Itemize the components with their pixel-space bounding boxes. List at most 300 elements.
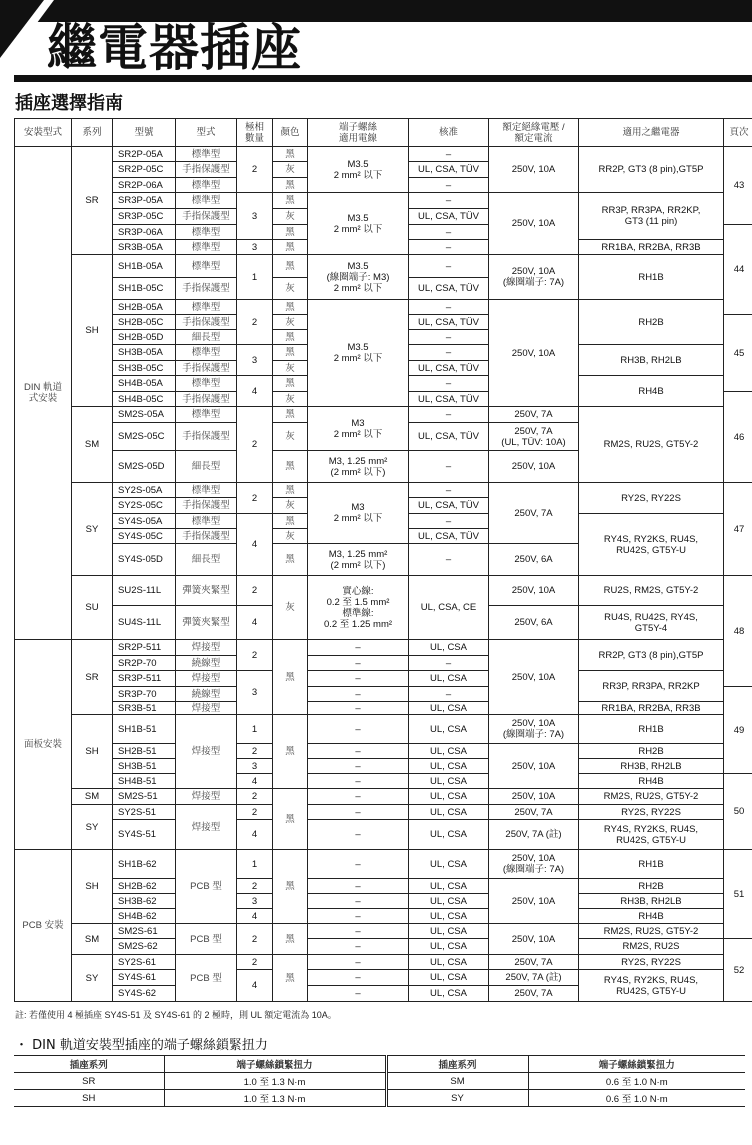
cell-approval: – bbox=[409, 147, 489, 162]
cell-applicable-relay: RH1B bbox=[579, 850, 724, 879]
cell-applicable-relay: RH2B bbox=[579, 879, 724, 894]
cell-model: SR2P-06A bbox=[113, 178, 176, 193]
cell-model: SU2S-11L bbox=[113, 576, 176, 606]
cell-series: SM bbox=[72, 407, 113, 483]
cell-applicable-relay: RH4B bbox=[579, 774, 724, 789]
cell-approval: UL, CSA bbox=[409, 805, 489, 820]
cell-approval: UL, CSA bbox=[409, 774, 489, 789]
cell-rating: 250V, 7A (註) bbox=[489, 970, 579, 986]
cell-page: 45 bbox=[724, 315, 752, 392]
cell-model: SY2S-61 bbox=[113, 955, 176, 970]
cell-approval: UL, CSA, TÜV bbox=[409, 278, 489, 300]
cell-applicable-relay: RR3P, RR3PA, RR2KP, GT3 (11 pin) bbox=[579, 193, 724, 240]
cell-poles: 2 bbox=[237, 576, 273, 606]
cell-approval: UL, CSA, TÜV bbox=[409, 423, 489, 451]
cell-socket-type: 標準型 bbox=[176, 147, 237, 162]
cell-series: SH bbox=[72, 255, 113, 407]
cell-poles: 4 bbox=[237, 606, 273, 640]
cell-approval: UL, CSA bbox=[409, 970, 489, 986]
table-row bbox=[15, 894, 752, 909]
cell-model: SR3B-51 bbox=[113, 702, 176, 715]
cell-model: SR3P-511 bbox=[113, 671, 176, 687]
cell-approval: UL, CSA, CE bbox=[409, 576, 489, 640]
table-row bbox=[15, 909, 752, 924]
cell-applicable-relay: RH4B bbox=[579, 376, 724, 407]
cell-approval: UL, CSA, TÜV bbox=[409, 529, 489, 544]
cell-approval: UL, CSA bbox=[409, 909, 489, 924]
cell-poles: 4 bbox=[237, 376, 273, 407]
torque-header-value: 端子螺絲鎖緊扭力 bbox=[528, 1056, 745, 1073]
cell-rating: 250V, 7A bbox=[489, 483, 579, 544]
cell-color: 黑 bbox=[273, 300, 308, 315]
cell-color: 灰 bbox=[273, 361, 308, 376]
cell-model: SH2B-51 bbox=[113, 744, 176, 759]
column-header-socket-type: 型式 bbox=[176, 119, 237, 147]
cell-rating: 250V, 7A (註) bbox=[489, 820, 579, 850]
column-header-model: 型號 bbox=[113, 119, 176, 147]
table-row bbox=[15, 702, 752, 715]
cell-socket-type: 標準型 bbox=[176, 407, 237, 423]
cell-color: 灰 bbox=[273, 392, 308, 407]
cell-model: SM2S-05C bbox=[113, 423, 176, 451]
table-row bbox=[15, 640, 752, 656]
table-row bbox=[15, 744, 752, 759]
cell-socket-type: 手指保護型 bbox=[176, 529, 237, 544]
cell-socket-type: PCB 型 bbox=[176, 924, 237, 955]
cell-applicable-relay: RH4B bbox=[579, 909, 724, 924]
cell-approval: – bbox=[409, 330, 489, 345]
cell-terminal-screw: – bbox=[308, 744, 409, 759]
cell-model: SM2S-62 bbox=[113, 939, 176, 955]
column-header-series: 系列 bbox=[72, 119, 113, 147]
cell-poles: 3 bbox=[237, 240, 273, 255]
table-row bbox=[15, 193, 752, 209]
cell-model: SH2B-05D bbox=[113, 330, 176, 345]
cell-approval: UL, CSA, TÜV bbox=[409, 392, 489, 407]
cell-applicable-relay: RH3B, RH2LB bbox=[579, 894, 724, 909]
cell-rating: 250V, 10A bbox=[489, 193, 579, 255]
cell-color: 黑 bbox=[273, 178, 308, 193]
cell-terminal-screw: – bbox=[308, 986, 409, 1002]
cell-model: SR3P-06A bbox=[113, 225, 176, 240]
cell-terminal-screw: M3.5 2 mm² 以下 bbox=[308, 147, 409, 193]
torque-section-title: ・ DIN 軌道安裝型插座的端子螺絲鎖緊扭力 bbox=[15, 1038, 268, 1053]
table-row bbox=[15, 955, 752, 970]
column-header-terminal-screw: 端子螺絲 適用電線 bbox=[308, 119, 409, 147]
cell-poles: 2 bbox=[237, 879, 273, 894]
cell-socket-type: 標準型 bbox=[176, 514, 237, 529]
cell-rating: 250V, 10A (線圈端子: 7A) bbox=[489, 850, 579, 879]
cell-color: 灰 bbox=[273, 423, 308, 451]
cell-model: SH1B-05A bbox=[113, 255, 176, 278]
cell-poles: 3 bbox=[237, 894, 273, 909]
cell-applicable-relay: RR2P, GT3 (8 pin),GT5P bbox=[579, 147, 724, 193]
cell-color: 黑 bbox=[273, 193, 308, 209]
cell-applicable-relay: RY2S, RY22S bbox=[579, 805, 724, 820]
cell-approval: – bbox=[409, 656, 489, 671]
column-header-color: 顏色 bbox=[273, 119, 308, 147]
table-row bbox=[15, 970, 752, 986]
cell-color: 灰 bbox=[273, 529, 308, 544]
cell-approval: UL, CSA bbox=[409, 955, 489, 970]
column-header-applicable-relay: 適用之繼電器 bbox=[579, 119, 724, 147]
cell-series: SY bbox=[72, 483, 113, 576]
cell-applicable-relay: RH3B, RH2LB bbox=[579, 345, 724, 376]
table-row bbox=[15, 774, 752, 789]
cell-poles: 4 bbox=[237, 970, 273, 1002]
table-row bbox=[15, 407, 752, 423]
cell-approval: UL, CSA bbox=[409, 702, 489, 715]
cell-approval: UL, CSA bbox=[409, 789, 489, 805]
cell-terminal-screw: – bbox=[308, 687, 409, 702]
cell-color: 灰 bbox=[273, 162, 308, 178]
column-header-approval: 核准 bbox=[409, 119, 489, 147]
cell-poles: 2 bbox=[237, 483, 273, 514]
cell-approval: – bbox=[409, 255, 489, 278]
cell-poles: 4 bbox=[237, 774, 273, 789]
cell-mount-type: PCB 安裝 bbox=[15, 850, 72, 1002]
table-header-row bbox=[15, 119, 752, 147]
torque-series: SR bbox=[14, 1073, 164, 1090]
cell-terminal-screw: – bbox=[308, 640, 409, 656]
cell-socket-type: 焊接型 bbox=[176, 789, 237, 805]
cell-socket-type: 繞線型 bbox=[176, 656, 237, 671]
cell-poles: 1 bbox=[237, 715, 273, 744]
cell-socket-type: 標準型 bbox=[176, 193, 237, 209]
torque-value: 1.0 至 1.3 N·m bbox=[164, 1090, 386, 1107]
cell-socket-type: 細長型 bbox=[176, 451, 237, 483]
cell-color: 黑 bbox=[273, 255, 308, 278]
cell-approval: UL, CSA bbox=[409, 744, 489, 759]
cell-color: 灰 bbox=[273, 278, 308, 300]
column-header-mount-type: 安裝型式 bbox=[15, 119, 72, 147]
cell-page: 43 bbox=[724, 147, 752, 225]
cell-color: 灰 bbox=[273, 315, 308, 330]
cell-terminal-screw: – bbox=[308, 879, 409, 894]
cell-socket-type: 標準型 bbox=[176, 178, 237, 193]
cell-model: SH3B-51 bbox=[113, 759, 176, 774]
footnote: 註: 若僅使用 4 極插座 SY4S-51 及 SY4S-61 的 2 極時，則 UL 額定電流為 10A。 bbox=[15, 1010, 337, 1020]
cell-terminal-screw: M3.5 2 mm² 以下 bbox=[308, 300, 409, 407]
cell-poles: 2 bbox=[237, 744, 273, 759]
cell-approval: UL, CSA bbox=[409, 715, 489, 744]
cell-applicable-relay: RM2S, RU2S, GT5Y-2 bbox=[579, 407, 724, 483]
cell-color: 黑 bbox=[273, 330, 308, 345]
cell-poles: 2 bbox=[237, 640, 273, 671]
cell-rating: 250V, 7A bbox=[489, 407, 579, 423]
torque-value: 1.0 至 1.3 N·m bbox=[164, 1073, 386, 1090]
cell-poles: 4 bbox=[237, 820, 273, 850]
cell-model: SH3B-05A bbox=[113, 345, 176, 361]
cell-terminal-screw: – bbox=[308, 774, 409, 789]
cell-model: SM2S-05D bbox=[113, 451, 176, 483]
cell-terminal-screw: – bbox=[308, 939, 409, 955]
cell-terminal-screw: – bbox=[308, 702, 409, 715]
cell-approval: UL, CSA bbox=[409, 939, 489, 955]
table-row bbox=[15, 483, 752, 498]
column-header-poles: 極相 數量 bbox=[237, 119, 273, 147]
torque-series: SY bbox=[386, 1090, 528, 1107]
cell-poles: 2 bbox=[237, 924, 273, 955]
cell-applicable-relay: RY4S, RY2KS, RU4S, RU42S, GT5Y-U bbox=[579, 514, 724, 576]
cell-applicable-relay: RH1B bbox=[579, 255, 724, 300]
column-header-page: 頁次 bbox=[724, 119, 752, 147]
cell-color: 黑 bbox=[273, 640, 308, 715]
cell-approval: – bbox=[409, 300, 489, 315]
cell-rating: 250V, 7A bbox=[489, 986, 579, 1002]
table-row bbox=[15, 576, 752, 606]
cell-approval: – bbox=[409, 193, 489, 209]
cell-color: 黑 bbox=[273, 544, 308, 576]
cell-terminal-screw: M3, 1.25 mm² (2 mm² 以下) bbox=[308, 451, 409, 483]
cell-model: SY2S-51 bbox=[113, 805, 176, 820]
cell-series: SH bbox=[72, 715, 113, 789]
cell-approval: – bbox=[409, 225, 489, 240]
cell-model: SH4B-62 bbox=[113, 909, 176, 924]
cell-rating: 250V, 10A bbox=[489, 451, 579, 483]
table-row bbox=[15, 879, 752, 894]
cell-approval: UL, CSA bbox=[409, 894, 489, 909]
cell-page: 51 bbox=[724, 850, 752, 939]
cell-approval: – bbox=[409, 483, 489, 498]
cell-color: 黑 bbox=[273, 240, 308, 255]
cell-model: SH2B-05C bbox=[113, 315, 176, 330]
cell-color: 黑 bbox=[273, 225, 308, 240]
cell-rating: 250V, 10A (線圈端子: 7A) bbox=[489, 255, 579, 300]
cell-mount-type: DIN 軌道 式安裝 bbox=[15, 147, 72, 640]
cell-model: SR2P-511 bbox=[113, 640, 176, 656]
cell-socket-type: 焊接型 bbox=[176, 715, 237, 789]
cell-socket-type: 標準型 bbox=[176, 483, 237, 498]
cell-poles: 1 bbox=[237, 255, 273, 300]
cell-applicable-relay: RU4S, RU42S, RY4S, GT5Y-4 bbox=[579, 606, 724, 640]
cell-model: SH4B-05C bbox=[113, 392, 176, 407]
cell-rating: 250V, 10A bbox=[489, 300, 579, 407]
cell-model: SR3P-70 bbox=[113, 687, 176, 702]
cell-socket-type: 手指保護型 bbox=[176, 162, 237, 178]
cell-rating: 250V, 6A bbox=[489, 544, 579, 576]
cell-approval: – bbox=[409, 687, 489, 702]
cell-color: 黑 bbox=[273, 345, 308, 361]
cell-rating: 250V, 10A bbox=[489, 744, 579, 789]
cell-approval: – bbox=[409, 240, 489, 255]
cell-approval: – bbox=[409, 407, 489, 423]
cell-model: SH4B-51 bbox=[113, 774, 176, 789]
cell-model: SM2S-51 bbox=[113, 789, 176, 805]
cell-page: 50 bbox=[724, 774, 752, 850]
cell-socket-type: 手指保護型 bbox=[176, 315, 237, 330]
cell-terminal-screw: – bbox=[308, 894, 409, 909]
cell-rating: 250V, 10A bbox=[489, 576, 579, 606]
cell-socket-type: 手指保護型 bbox=[176, 498, 237, 514]
cell-terminal-screw: – bbox=[308, 656, 409, 671]
socket-selection-table bbox=[14, 118, 752, 1002]
cell-model: SH1B-05C bbox=[113, 278, 176, 300]
cell-terminal-screw: – bbox=[308, 850, 409, 879]
cell-model: SY2S-05A bbox=[113, 483, 176, 498]
cell-model: SH4B-05A bbox=[113, 376, 176, 392]
cell-model: SR2P-70 bbox=[113, 656, 176, 671]
cell-series: SH bbox=[72, 850, 113, 924]
cell-applicable-relay: RR1BA, RR2BA, RR3B bbox=[579, 240, 724, 255]
table-row bbox=[15, 789, 752, 805]
cell-model: SR2P-05C bbox=[113, 162, 176, 178]
cell-socket-type: 標準型 bbox=[176, 225, 237, 240]
cell-applicable-relay: RR1BA, RR2BA, RR3B bbox=[579, 702, 724, 715]
cell-color: 黑 bbox=[273, 715, 308, 789]
cell-model: SR3P-05A bbox=[113, 193, 176, 209]
cell-terminal-screw: M3.5 (線圈端子: M3) 2 mm² 以下 bbox=[308, 255, 409, 300]
cell-socket-type: 標準型 bbox=[176, 255, 237, 278]
cell-terminal-screw: – bbox=[308, 671, 409, 687]
torque-header-value: 端子螺絲鎖緊扭力 bbox=[164, 1056, 386, 1073]
cell-color: 黑 bbox=[273, 451, 308, 483]
cell-page: 52 bbox=[724, 939, 752, 1002]
cell-page: 49 bbox=[724, 687, 752, 774]
cell-terminal-screw: 實心線: 0.2 至 1.5 mm² 標準線: 0.2 至 1.25 mm² bbox=[308, 576, 409, 640]
cell-model: SR2P-05A bbox=[113, 147, 176, 162]
cell-applicable-relay: RR2P, GT3 (8 pin),GT5P bbox=[579, 640, 724, 671]
cell-socket-type: 標準型 bbox=[176, 376, 237, 392]
cell-color: 黑 bbox=[273, 850, 308, 924]
cell-poles: 4 bbox=[237, 909, 273, 924]
cell-page: 46 bbox=[724, 392, 752, 483]
cell-socket-type: 焊接型 bbox=[176, 671, 237, 687]
cell-rating: 250V, 7A (UL, TÜV: 10A) bbox=[489, 423, 579, 451]
section-title: 插座選擇指南 bbox=[15, 93, 123, 114]
cell-model: SY4S-61 bbox=[113, 970, 176, 986]
table-row bbox=[15, 939, 752, 955]
cell-poles: 3 bbox=[237, 345, 273, 376]
cell-approval: – bbox=[409, 544, 489, 576]
cell-socket-type: 焊接型 bbox=[176, 702, 237, 715]
cell-model: SY4S-05D bbox=[113, 544, 176, 576]
torque-series: SM bbox=[386, 1073, 528, 1090]
cell-rating: 250V, 7A bbox=[489, 805, 579, 820]
table-row bbox=[15, 759, 752, 774]
cell-rating: 250V, 10A (線圈端子: 7A) bbox=[489, 715, 579, 744]
cell-terminal-screw: – bbox=[308, 715, 409, 744]
cell-rating: 250V, 7A bbox=[489, 955, 579, 970]
cell-poles: 2 bbox=[237, 147, 273, 193]
cell-applicable-relay: RY4S, RY2KS, RU4S, RU42S, GT5Y-U bbox=[579, 820, 724, 850]
cell-page: 47 bbox=[724, 483, 752, 576]
table-row bbox=[15, 805, 752, 820]
cell-approval: – bbox=[409, 345, 489, 361]
cell-color: 黑 bbox=[273, 407, 308, 423]
cell-applicable-relay: RH3B, RH2LB bbox=[579, 759, 724, 774]
cell-color: 灰 bbox=[273, 209, 308, 225]
cell-applicable-relay: RH1B bbox=[579, 715, 724, 744]
cell-approval: UL, CSA, TÜV bbox=[409, 361, 489, 376]
cell-poles: 4 bbox=[237, 514, 273, 576]
page-title: 繼電器插座 bbox=[47, 19, 302, 77]
cell-model: SH2B-62 bbox=[113, 879, 176, 894]
cell-socket-type: 標準型 bbox=[176, 345, 237, 361]
cell-applicable-relay: RH2B bbox=[579, 300, 724, 345]
cell-color: 黑 bbox=[273, 483, 308, 498]
cell-applicable-relay: RM2S, RU2S, GT5Y-2 bbox=[579, 789, 724, 805]
cell-applicable-relay: RM2S, RU2S bbox=[579, 939, 724, 955]
cell-socket-type: 手指保護型 bbox=[176, 209, 237, 225]
cell-terminal-screw: – bbox=[308, 820, 409, 850]
table-row bbox=[15, 147, 752, 162]
cell-model: SR3P-05C bbox=[113, 209, 176, 225]
table-row bbox=[15, 300, 752, 315]
cell-color: 灰 bbox=[273, 576, 308, 640]
cell-applicable-relay: RY2S, RY22S bbox=[579, 955, 724, 970]
cell-socket-type: 手指保護型 bbox=[176, 392, 237, 407]
cell-socket-type: 手指保護型 bbox=[176, 423, 237, 451]
cell-model: SH3B-05C bbox=[113, 361, 176, 376]
cell-terminal-screw: – bbox=[308, 970, 409, 986]
cell-series: SM bbox=[72, 924, 113, 955]
cell-color: 黑 bbox=[273, 789, 308, 850]
cell-approval: UL, CSA bbox=[409, 759, 489, 774]
cell-poles: 2 bbox=[237, 300, 273, 345]
cell-page: 44 bbox=[724, 225, 752, 315]
cell-terminal-screw: – bbox=[308, 909, 409, 924]
cell-color: 灰 bbox=[273, 498, 308, 514]
cell-model: SH1B-51 bbox=[113, 715, 176, 744]
cell-socket-type: 繞線型 bbox=[176, 687, 237, 702]
cell-socket-type: PCB 型 bbox=[176, 850, 237, 924]
cell-approval: UL, CSA bbox=[409, 671, 489, 687]
cell-applicable-relay: RH2B bbox=[579, 744, 724, 759]
table-row bbox=[15, 850, 752, 879]
column-header-rating: 額定絕緣電壓 / 額定電流 bbox=[489, 119, 579, 147]
cell-applicable-relay: RR3P, RR3PA, RR2KP bbox=[579, 671, 724, 702]
cell-rating: 250V, 10A bbox=[489, 640, 579, 715]
cell-terminal-screw: M3.5 2 mm² 以下 bbox=[308, 193, 409, 255]
torque-value: 0.6 至 1.0 N·m bbox=[528, 1073, 745, 1090]
cell-rating: 250V, 10A bbox=[489, 924, 579, 955]
torque-header-series: 插座系列 bbox=[14, 1056, 164, 1073]
cell-terminal-screw: – bbox=[308, 759, 409, 774]
cell-socket-type: 焊接型 bbox=[176, 640, 237, 656]
cell-poles: 2 bbox=[237, 805, 273, 820]
cell-socket-type: 細長型 bbox=[176, 330, 237, 345]
cell-socket-type: 焊接型 bbox=[176, 805, 237, 850]
cell-poles: 2 bbox=[237, 407, 273, 483]
cell-color: 黑 bbox=[273, 924, 308, 955]
cell-model: SY4S-62 bbox=[113, 986, 176, 1002]
cell-poles: 3 bbox=[237, 193, 273, 240]
cell-approval: UL, CSA, TÜV bbox=[409, 209, 489, 225]
cell-rating: 250V, 6A bbox=[489, 606, 579, 640]
cell-rating: 250V, 10A bbox=[489, 789, 579, 805]
cell-poles: 2 bbox=[237, 955, 273, 970]
torque-series: SH bbox=[14, 1090, 164, 1107]
cell-approval: UL, CSA bbox=[409, 879, 489, 894]
table-row bbox=[15, 255, 752, 278]
cell-socket-type: 細長型 bbox=[176, 544, 237, 576]
cell-approval: UL, CSA bbox=[409, 924, 489, 939]
cell-model: SY2S-05C bbox=[113, 498, 176, 514]
cell-socket-type: 彈簧夾緊型 bbox=[176, 576, 237, 606]
cell-series: SR bbox=[72, 147, 113, 255]
cell-series: SY bbox=[72, 805, 113, 850]
cell-model: SU4S-11L bbox=[113, 606, 176, 640]
torque-row bbox=[14, 1090, 745, 1107]
cell-series: SR bbox=[72, 640, 113, 715]
cell-poles: 2 bbox=[237, 789, 273, 805]
cell-rating: 250V, 10A bbox=[489, 879, 579, 924]
cell-approval: – bbox=[409, 451, 489, 483]
cell-model: SM2S-61 bbox=[113, 924, 176, 939]
cell-applicable-relay: RU2S, RM2S, GT5Y-2 bbox=[579, 576, 724, 606]
cell-color: 黑 bbox=[273, 955, 308, 1002]
